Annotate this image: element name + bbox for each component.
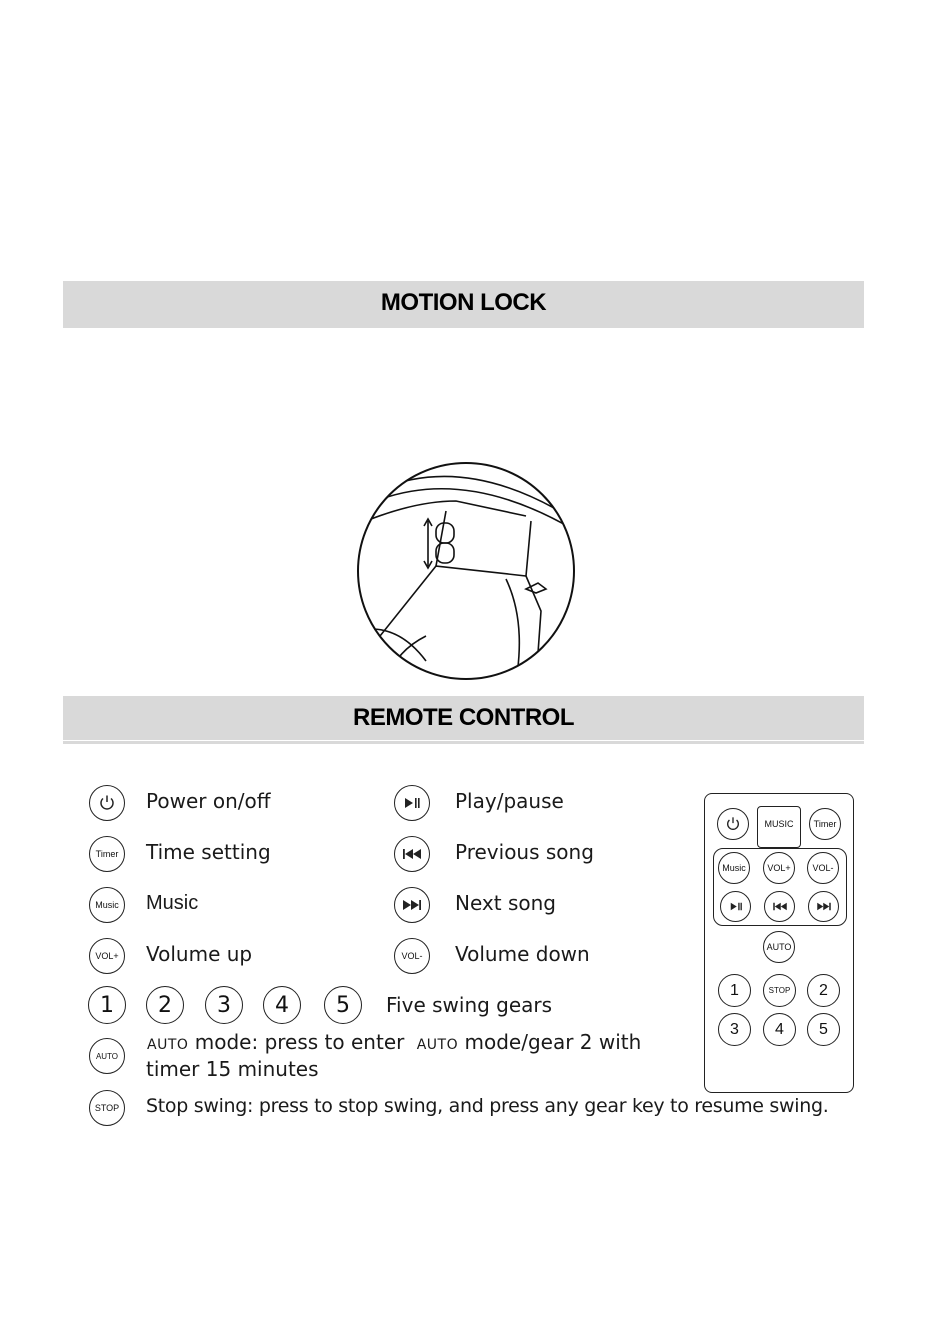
power-icon <box>89 785 125 821</box>
power-label: Power on/off <box>146 789 271 813</box>
music-label: Music <box>146 892 199 914</box>
timer-label: Time setting <box>146 840 271 864</box>
previous-label: Previous song <box>455 840 594 864</box>
auto-description <box>147 1030 641 1054</box>
remote-power-icon <box>717 808 749 840</box>
remote-next-icon <box>808 891 839 922</box>
remote-gear-2: 2 <box>807 974 840 1007</box>
auto-icon: AUTO <box>89 1038 125 1074</box>
gear-4-icon: 4 <box>263 986 301 1024</box>
remote-control-title: REMOTE CONTROL <box>353 704 574 731</box>
vol-up-icon: VOL+ <box>89 938 125 974</box>
remote-vol-up: VOL+ <box>763 852 795 884</box>
play-pause-label: Play/pause <box>455 789 564 813</box>
motion-lock-illustration <box>356 461 576 681</box>
remote-control-illustration <box>704 793 854 1093</box>
next-icon <box>394 887 430 923</box>
auto-text-c: timer 15 minutes <box>146 1057 319 1081</box>
vol-up-label: Volume up <box>146 942 253 966</box>
remote-gear-3: 3 <box>718 1013 751 1046</box>
remote-gear-1: 1 <box>718 974 751 1007</box>
vol-down-icon: VOL- <box>394 938 430 974</box>
auto-text-b: mode/gear 2 with <box>464 1030 642 1054</box>
auto-tag-2: AUTO <box>416 1037 459 1053</box>
music-icon: Music <box>89 887 125 923</box>
gear-5-icon: 5 <box>324 986 362 1024</box>
stop-label: Stop swing: press to stop swing, and press any gear key to resume swing. <box>146 1095 829 1117</box>
motion-lock-title: MOTION LOCK <box>380 289 547 316</box>
remote-gear-5: 5 <box>807 1013 840 1046</box>
vol-down-label: Volume down <box>455 942 590 966</box>
remote-stop-button: STOP <box>763 974 796 1007</box>
remote-auto-button: AUTO <box>763 931 795 963</box>
remote-music-small: Music <box>718 852 750 884</box>
auto-text-a: mode: press to enter <box>194 1030 405 1054</box>
remote-previous-icon <box>764 891 795 922</box>
gears-label: Five swing gears <box>386 993 553 1017</box>
motion-lock-header <box>63 281 864 325</box>
next-label: Next song <box>455 891 556 915</box>
motion-lock-underline <box>63 325 864 328</box>
previous-icon <box>394 836 430 872</box>
remote-vol-down: VOL- <box>807 852 839 884</box>
auto-tag: AUTO <box>147 1037 189 1053</box>
gear-1-icon: 1 <box>88 986 126 1024</box>
remote-timer-button: Timer <box>809 808 841 840</box>
remote-control-underline <box>63 741 864 744</box>
remote-control-header <box>63 696 864 740</box>
remote-music-button: MUSIC <box>757 806 801 848</box>
remote-play-pause-icon <box>720 891 751 922</box>
timer-icon: Timer <box>89 836 125 872</box>
stop-icon: STOP <box>89 1090 125 1126</box>
play-pause-icon <box>394 785 430 821</box>
gear-3-icon: 3 <box>205 986 243 1024</box>
gear-2-icon: 2 <box>146 986 184 1024</box>
remote-gear-4: 4 <box>763 1013 796 1046</box>
